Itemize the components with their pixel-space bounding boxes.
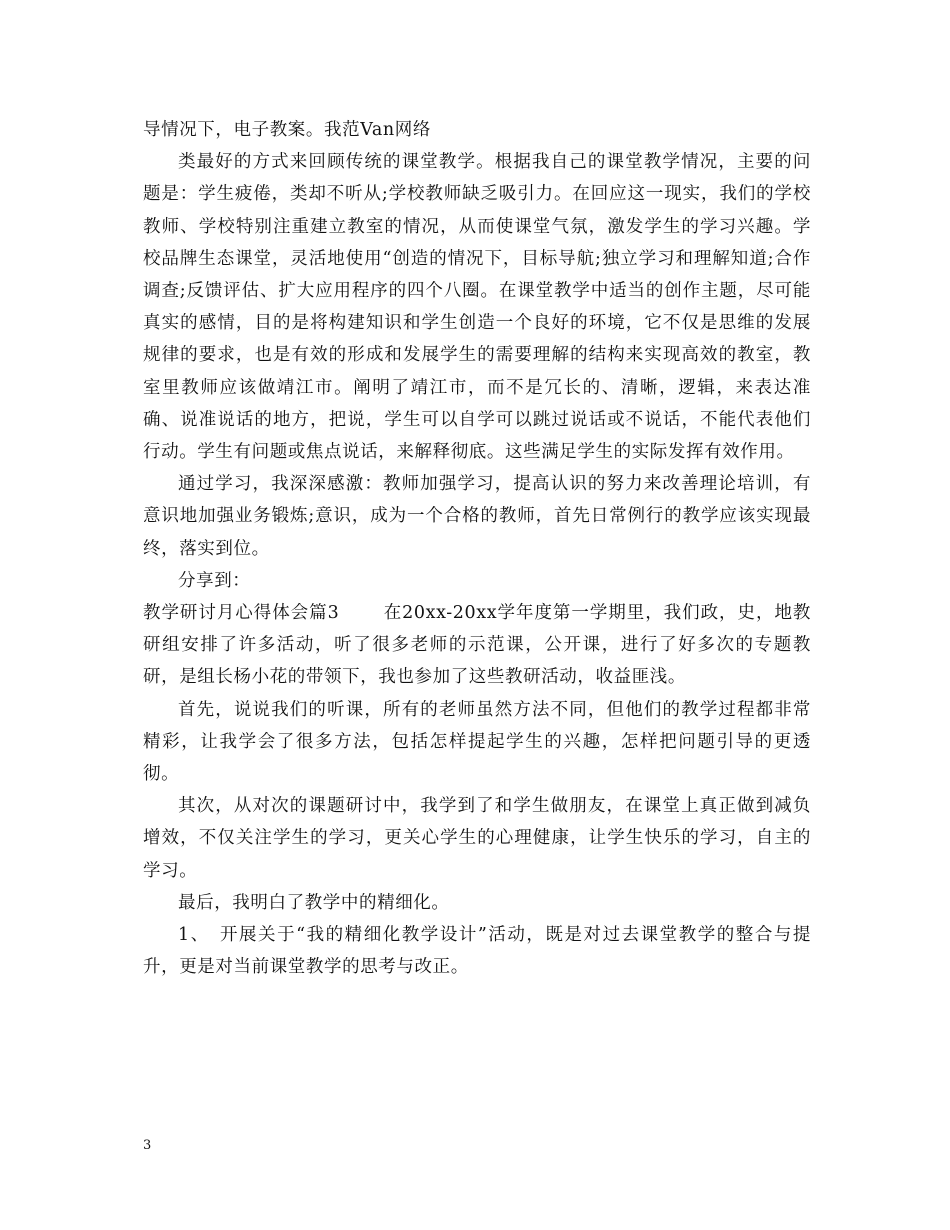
paragraph: 分享到： — [178, 570, 251, 591]
section-paragraph — [143, 597, 811, 694]
paragraph: 类最好的方式来回顾传统的课堂教学。根据我自己的课堂教学情况，主要的问题是：学生疲倦，类却不听从;学校教师缺乏吸引力。在回应这一现实，我们的学校教师、学校特别注重建立教室的情况，从而使课堂气氛，激发学生的学习兴趣。学校品牌生态课堂，灵活地使用“创造的情况下，目标导航;独立学习和理解知道;合作调查;反馈评估、扩大应用程序的四个八圈。在课堂教学中适当的创作主题，尽可能真实的感情，目的是将构建知识和学生创造一个良好的环境，它不仅是思维的发展规律的要求，也是有效的形成和发展学生的需要理解的结构来实现高效的教室，教室里教师应该做靖江市。阐明了靖江市，而不是冗长的、清晰，逻辑，来表达准确、说准说话的地方，把说，学生可以自学可以跳过说话或不说话，不能代表他们行动。学生有问题或焦点说话，来解释彻底。这些满足学生的实际发挥有效作用。 — [143, 152, 811, 463]
paragraph: 通过学习，我深深感激：教师加强学习，提高认识的努力来改善理论培训，有意识地加强业务锻炼;意识，成为一个合格的教师，首先日常例行的教学应该实现最终，落实到位。 — [143, 474, 811, 559]
document-body — [143, 114, 811, 983]
paragraph: 导情况下，电子教案。我范Van网络 — [143, 120, 431, 140]
paragraph: 其次，从对次的课题研讨中，我学到了和学生做朋友，在课堂上真正做到减负增效，不仅关注学生的学习，更关心学生的心理健康，让学生快乐的学习，自主的学习。 — [143, 796, 811, 881]
section-heading: 教学研讨月心得体会篇3 — [143, 603, 340, 624]
paragraph: 最后，我明白了教学中的精细化。 — [178, 892, 450, 913]
paragraph: 首先，说说我们的听课，所有的老师虽然方法不同，但他们的教学过程都非常精彩，让我学会了很多方法，包括怎样提起学生的兴趣，怎样把问题引导的更透彻。 — [143, 699, 811, 785]
section-lead-text: 在20xx-20xx学年度第一学期里，我们政，史，地教研组安排了许多活动，听了很多老师的示范课，公开课，进行了好多次的专题教研，是组长杨小花的带领下，我也参加了这些教研活动，收益匪浅。 — [143, 603, 811, 688]
page-number: 3 — [143, 1138, 152, 1153]
paragraph: 1、 开展关于“我的精细化教学设计”活动，既是对过去课堂教学的整合与提升，更是对当前课堂教学的思考与改正。 — [143, 925, 811, 978]
